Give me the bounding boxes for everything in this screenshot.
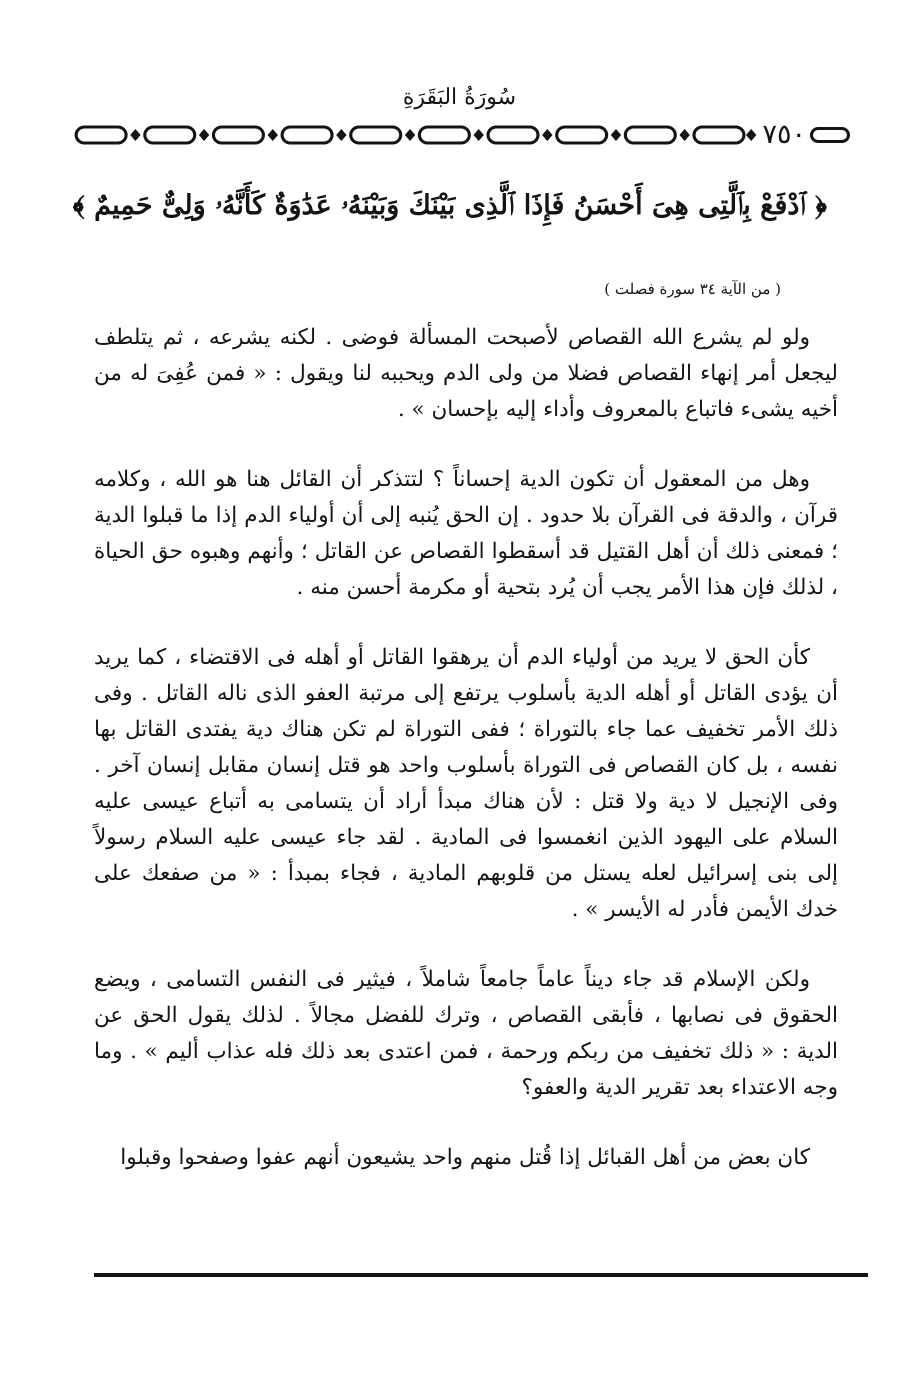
quran-verse: ﴿ ٱدْفَعْ بِٱلَّتِى هِىَ أَحْسَنُ فَإِذَا ٱلَّذِى بَيْنَكَ وَبَيْنَهُۥ عَدَٰوَةٌ كَأَنَّهُۥ وَلِىٌّ حَمِيمٌ ﴾ — [72, 190, 827, 221]
paragraph: ولو لم يشرع الله القصاص لأصبحت المسألة فوضى . لكنه يشرعه ، ثم يتلطف ليجعل أمر إنهاء القصاص فضلا من ولى الدم ويحببه لنا ويقول : « فمن عُفِىَ له من أخيه يشىء فاتباع بالمعروف وأداء إليه بإحسان » . — [94, 325, 838, 422]
paragraph: ولكن الإسلام قد جاء ديناً عاماً جامعاً شاملاً ، فيثير فى النفس التسامى ، ويضع الحقوق فى نصابها ، فأبقى القصاص ، وترك للفضل مجالاً . لذلك يقول الحق عن الدية : « ذلك تخفيف من ربكم ورحمة ، فمن اعتدى بعد ذلك فله عذاب أليم » . وما وجه الاعتداء بعد تقرير الدية والعفو؟ — [94, 967, 838, 1100]
surah-title: سُورَةُ البَقَرَةِ — [402, 85, 517, 110]
paragraph: كأن الحق لا يريد من أولياء الدم أن يرهقوا القاتل أو أهله فى الاقتضاء ، كما يريد أن يؤدى القاتل أو أهله الدية بأسلوب يرتفع إلى مرتبة العفو الذى ناله القاتل . وفى ذلك الأمر تخفيف عما جاء بالتوراة ؛ ففى التوراة لم تكن هناك دية يفتدى القاتل بها نفسه ، بل كان القصاص فى التوراة بأسلوب واحد هو قتل إنسان مقابل إنسان آخر . وفى الإنجيل لا دية ولا قتل : لأن هناك مبدأ أراد أن يتسامى به أتباع عيسى عليه السلام على اليهود الذين انغمسوا فى المادية . لقد جاء عيسى عليه السلام رسولاً إلى بنى إسرائيل لعله يستل من قلوبهم المادية ، فجاء بمبدأ : « من صفعك على خدك الأيمن فأدر له الأيسر » . — [94, 645, 838, 922]
paragraph: وهل من المعقول أن تكون الدية إحساناً ؟ لتتذكر أن القائل هنا هو الله ، وكلامه قرآن ، والدقة فى القرآن بلا حدود . إن الحق يُنبه إلى أن أولياء الدم إذا ما قبلوا الدية ؛ فمعنى ذلك أن أهل القتيل قد أسقطوا القصاص عن القاتل ؛ وأنهم وهبوه حق الحياة ، لذلك فإن هذا الأمر يجب أن يُرد بتحية أو مكرمة أحسن منه . — [94, 467, 838, 600]
end-link-ornament — [810, 127, 850, 143]
body-text — [94, 320, 838, 1210]
verse-source: ( من الآية ٣٤ سورة فصلت ) — [604, 280, 781, 298]
chain-ornament — [72, 118, 758, 152]
page-number: ٧٥٠ — [762, 119, 806, 150]
footer-rule — [94, 1273, 868, 1277]
header-ornament — [72, 118, 850, 152]
paragraph: كان بعض من أهل القبائل إذا قُتل منهم واحد يشيعون أنهم عفوا وصفحوا وقبلوا — [120, 1145, 810, 1170]
